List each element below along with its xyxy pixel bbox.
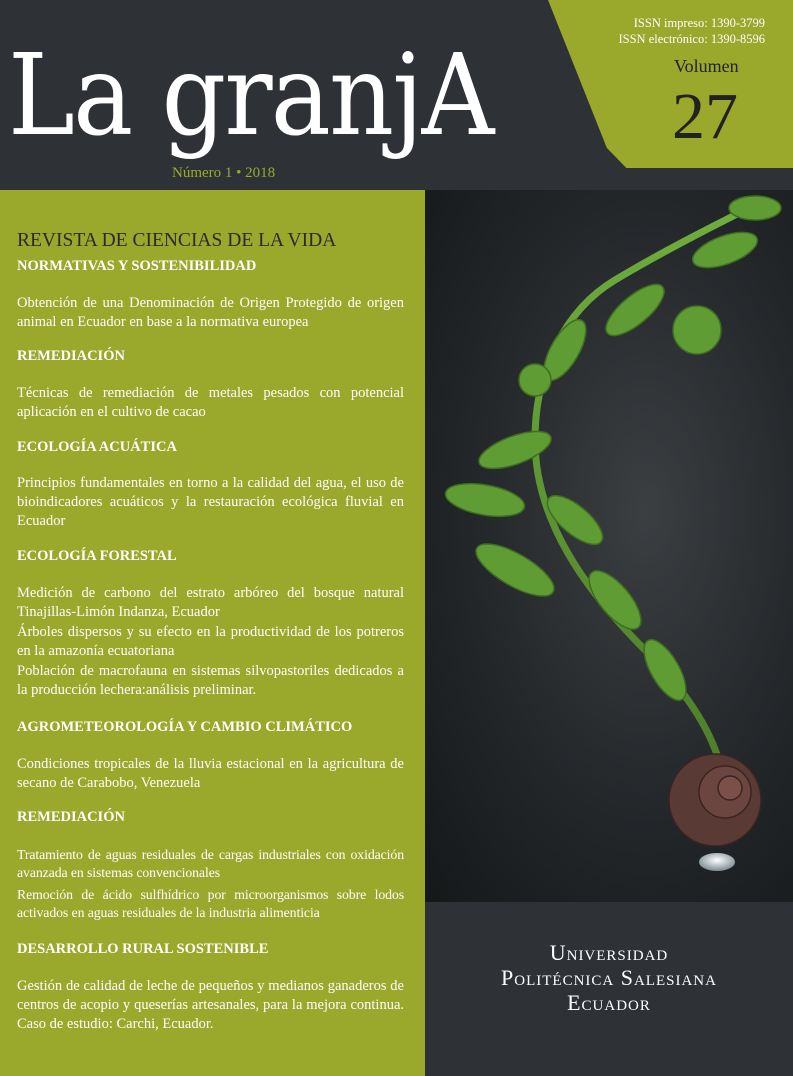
article-title[interactable]: Medición de carbono del estrato arbóreo del bosque natural Tinajillas-Limón Indanza, Ecuador [17, 585, 404, 620]
section-heading: DESARROLLO RURAL SOSTENIBLE [17, 941, 269, 957]
volume-label: Volumen [674, 56, 739, 76]
section-heading: ECOLOGÍA FORESTAL [17, 548, 177, 564]
issn-print: ISSN impreso: 1390-3799 [633, 16, 765, 30]
section-heading: REMEDIACIÓN [17, 809, 125, 825]
article-title[interactable]: Técnicas de remediación de metales pesados con potencial aplicación en el cultivo de cacao [17, 385, 404, 420]
fern-illustration [425, 190, 793, 902]
section-heading: ECOLOGÍA ACUÁTICA [17, 439, 177, 455]
university-block [425, 902, 793, 1076]
article-title[interactable]: Árboles dispersos y su efecto en la productividad de los potreros en la amazonía ecuatoriana [17, 624, 404, 659]
issue-number: Número 1 • 2018 [172, 165, 276, 181]
article-title[interactable]: Obtención de una Denominación de Origen Protegido de origen animal en Ecuador en base a la normativa europea [17, 295, 404, 330]
section-heading: REMEDIACIÓN [17, 348, 125, 364]
section-heading: AGROMETEOROLOGÍA Y CAMBIO CLIMÁTICO [17, 719, 353, 735]
issn-electronic: ISSN electrónico: 1390-8596 [618, 32, 765, 46]
university-country: Ecuador [567, 990, 651, 1015]
journal-subtitle: REVISTA DE CIENCIAS DE LA VIDA [17, 230, 337, 251]
volume-number: 27 [672, 80, 738, 153]
section-heading: NORMATIVAS Y SOSTENIBILIDAD [17, 258, 257, 274]
article-title[interactable]: Remoción de ácido sulfhídrico por microorganismos sobre lodos activados en aguas residuales de la industria alimenticia [17, 887, 404, 920]
article-title[interactable]: Población de macrofauna en sistemas silvopastoriles dedicados a la producción lechera:análisis preliminar. [17, 663, 404, 698]
university-name-line1: Universidad [549, 940, 669, 965]
university-name-line2: Politécnica Salesiana [501, 965, 717, 990]
journal-title: La granjA [8, 31, 493, 161]
fern-photo [425, 190, 793, 902]
article-title[interactable]: Gestión de calidad de leche de pequeños y medianos ganaderos de centros de acopio y queserías artesanales, para la mejora continua. Caso de estudio: Carchi, Ecuador. [17, 978, 404, 1032]
article-title[interactable]: Condiciones tropicales de la lluvia estacional en la agricultura de secano de Carabobo, Venezuela [17, 756, 404, 791]
article-title[interactable]: Tratamiento de aguas residuales de cargas industriales con oxidación avanzada en sistemas convencionales [17, 847, 404, 880]
article-title[interactable]: Principios fundamentales en torno a la calidad del agua, el uso de bioindicadores acuáticos y la restauración ecológica fluvial en Ecuador [17, 475, 404, 529]
